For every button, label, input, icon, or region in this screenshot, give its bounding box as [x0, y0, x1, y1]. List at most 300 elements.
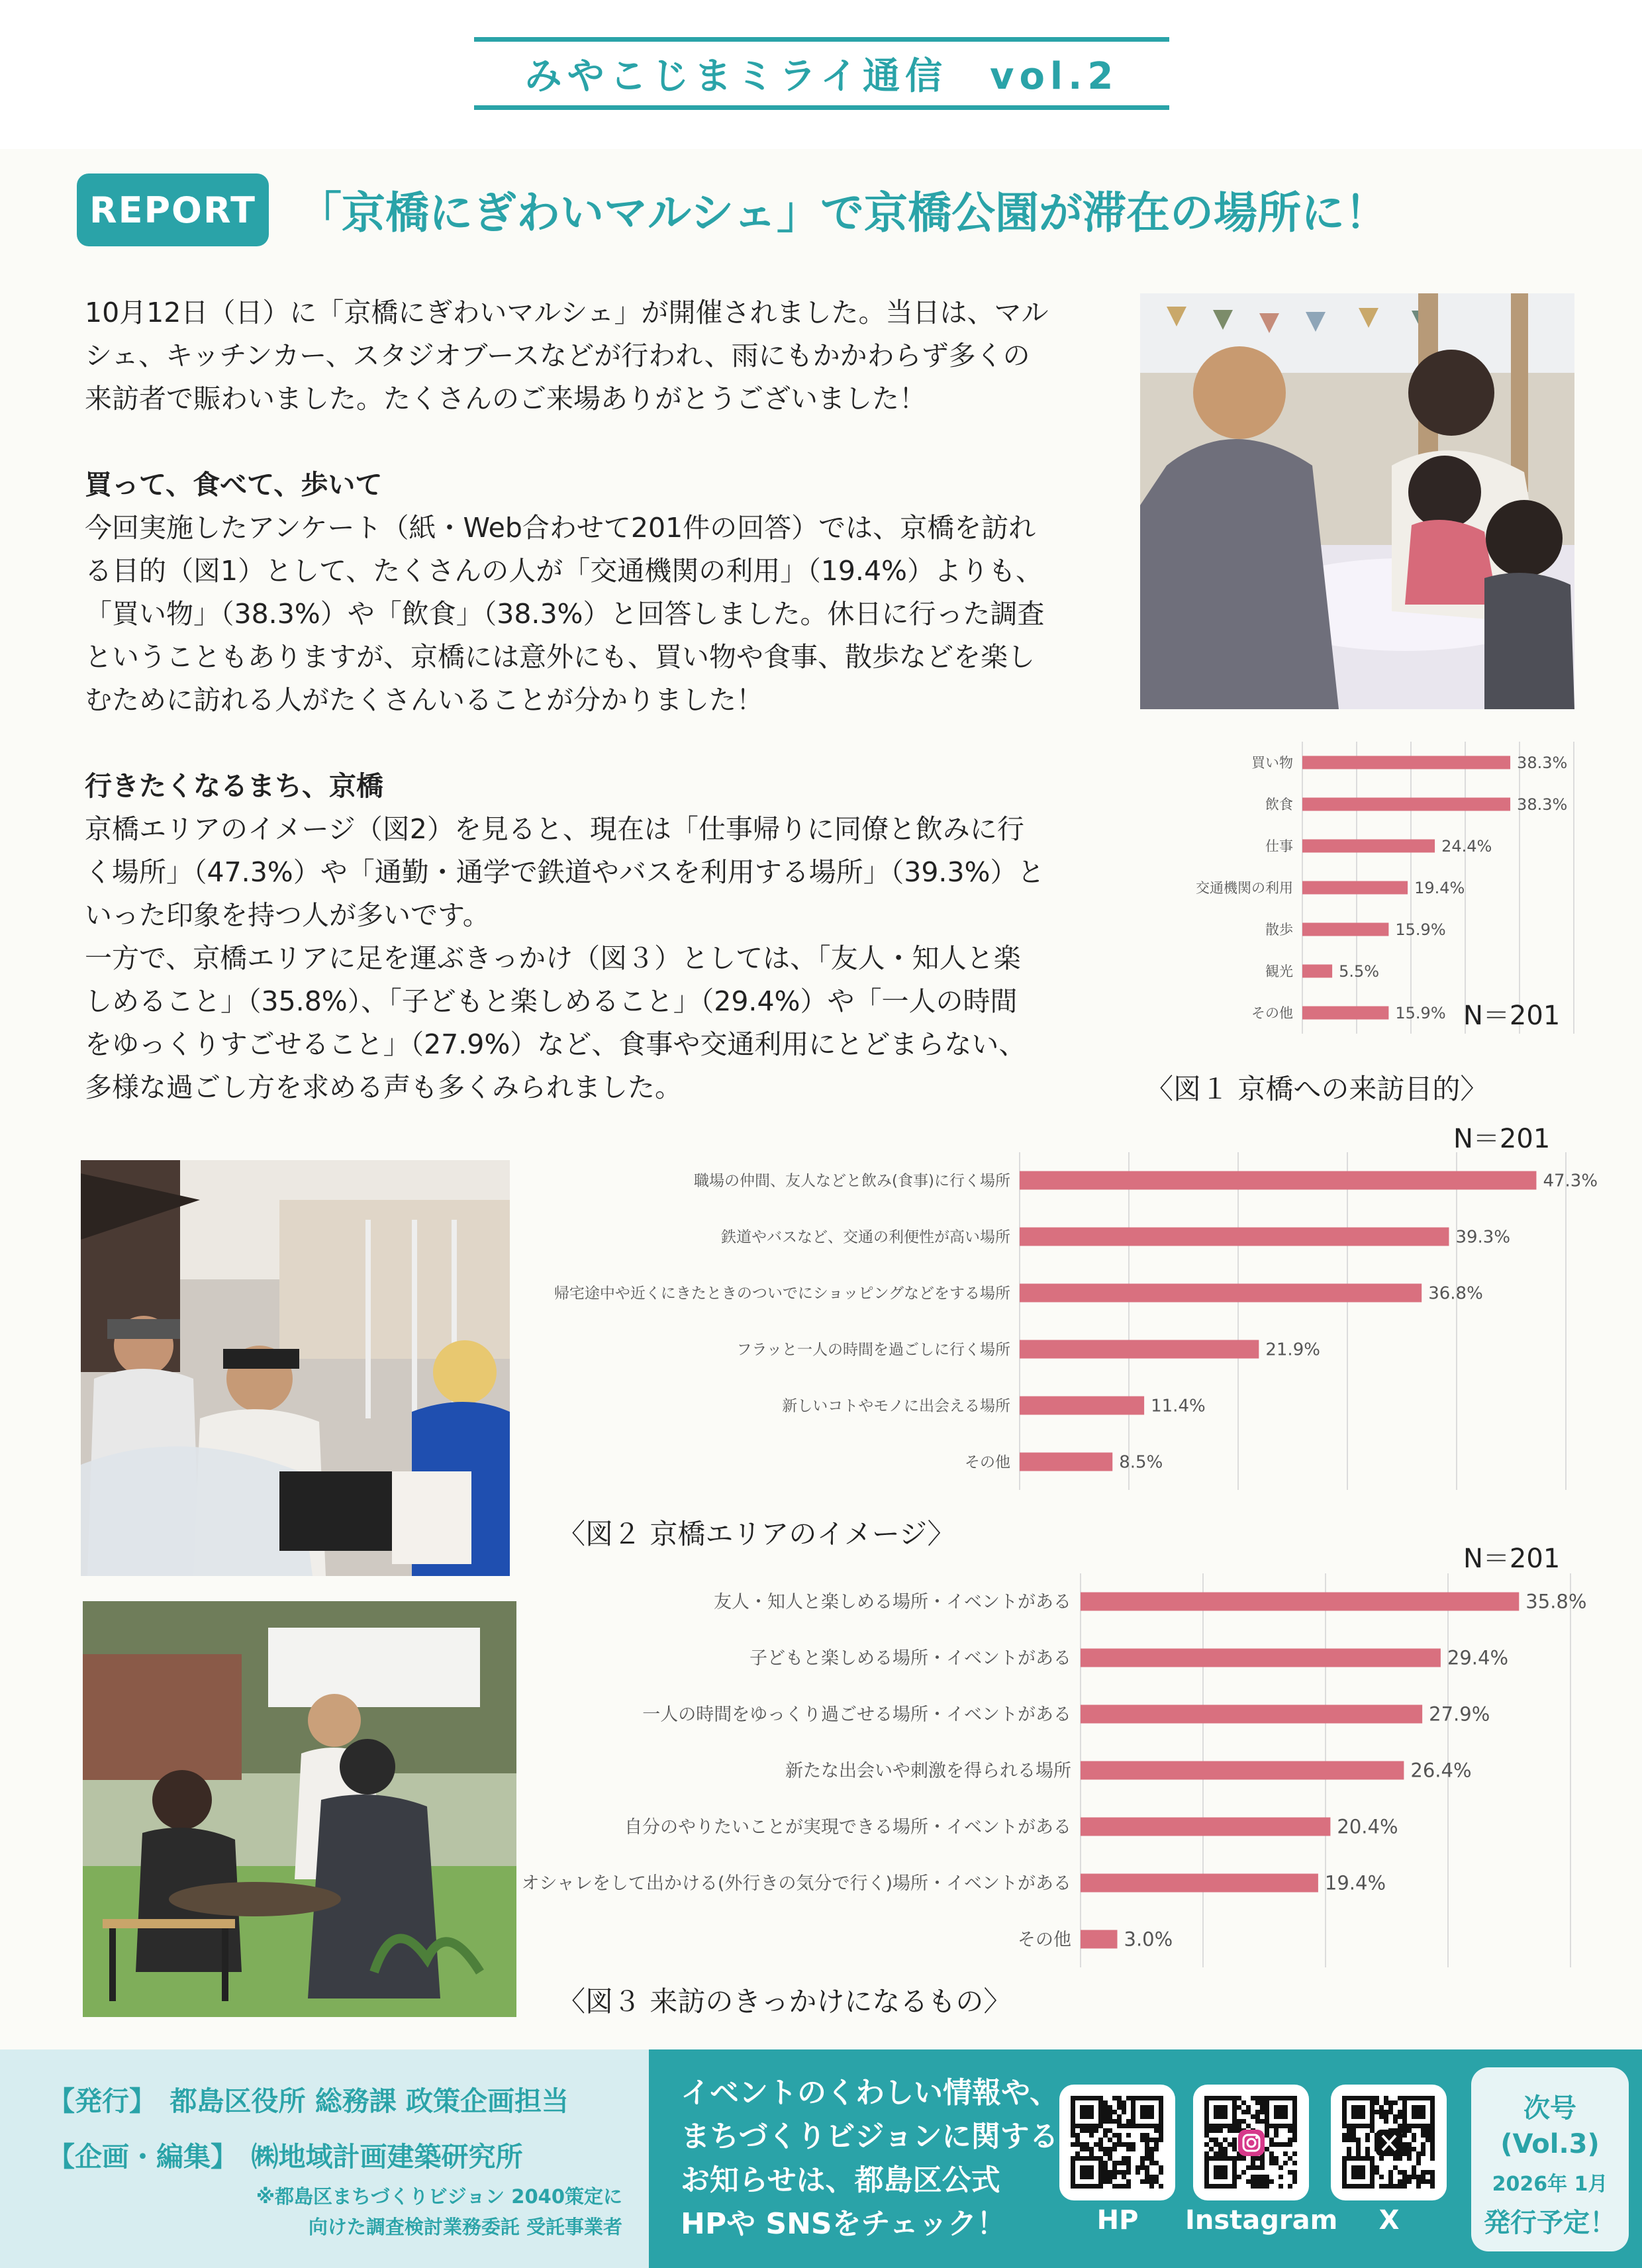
qr-module	[1218, 2147, 1223, 2151]
bar	[1081, 1593, 1519, 1611]
qr-module	[1214, 2142, 1218, 2147]
qr-module	[1292, 2128, 1297, 2133]
qr-module	[1204, 2151, 1209, 2156]
chart-3	[521, 1573, 1589, 1971]
qr-module	[1288, 2184, 1292, 2189]
qr-module	[1260, 2161, 1265, 2165]
qr-finder	[1080, 2105, 1094, 2119]
qr-module	[1223, 2147, 1228, 2151]
qr-module	[1384, 2119, 1388, 2124]
value-label: 11.4%	[1151, 1396, 1206, 1416]
qr-module	[1398, 2124, 1402, 2128]
qr-module	[1228, 2128, 1232, 2133]
category-label: 交通機関の利用	[1196, 879, 1293, 896]
chart-3-n: N＝201	[1463, 1544, 1561, 1574]
qr-module	[1379, 2175, 1384, 2179]
qr-module	[1292, 2151, 1297, 2156]
qr-module	[1421, 2128, 1425, 2133]
value-label: 21.9%	[1265, 1340, 1320, 1360]
category-label: オシャレをして出かける(外行きの気分で行く)場所・イベントがある	[521, 1873, 1071, 1894]
qr-module	[1430, 2179, 1435, 2184]
qr-module	[1402, 2151, 1407, 2156]
qr-module	[1407, 2179, 1412, 2184]
category-label: 自分のやりたいことが実現できる場所・イベントがある	[624, 1816, 1071, 1838]
qr-module	[1103, 2114, 1108, 2119]
qr-module	[1342, 2133, 1347, 2138]
qr-module	[1149, 2138, 1154, 2142]
qr-module	[1112, 2142, 1117, 2147]
qr-module	[1140, 2179, 1145, 2184]
qr-module	[1131, 2142, 1135, 2147]
qr-module	[1140, 2161, 1145, 2165]
value-label: 36.8%	[1428, 1283, 1483, 1304]
value-label: 15.9%	[1395, 920, 1446, 939]
qr-module	[1126, 2142, 1131, 2147]
qr-module	[1145, 2170, 1149, 2175]
qr-module	[1384, 2184, 1388, 2189]
qr-module	[1407, 2175, 1412, 2179]
qr-module	[1145, 2179, 1149, 2184]
qr-module	[1145, 2142, 1149, 2147]
qr-module	[1251, 2184, 1255, 2189]
qr-module	[1112, 2184, 1117, 2189]
intro-line: 10月12日（日）に「京橋にぎわいマルシェ」が開催されました。当日は、マル	[85, 297, 1049, 328]
qr-module	[1140, 2133, 1145, 2138]
qr-module	[1379, 2105, 1384, 2110]
category-label: 飲食	[1265, 796, 1293, 813]
qr-module	[1126, 2179, 1131, 2184]
qr-module	[1356, 2147, 1361, 2151]
qr-module	[1241, 2100, 1246, 2105]
qr-module	[1112, 2096, 1117, 2100]
qr-module	[1071, 2142, 1075, 2147]
bar	[1081, 1874, 1318, 1893]
qr-module	[1154, 2138, 1159, 2142]
qr-module	[1365, 2151, 1370, 2156]
bar	[1302, 923, 1388, 936]
qr-module	[1159, 2165, 1163, 2170]
qr-module	[1204, 2142, 1209, 2147]
qr-x[interactable]	[1331, 2085, 1447, 2200]
qr-finder	[1412, 2105, 1425, 2119]
qr-module	[1149, 2179, 1154, 2184]
qr-module	[1255, 2114, 1260, 2119]
qr-module	[1112, 2170, 1117, 2175]
qr-module	[1416, 2175, 1421, 2179]
value-label: 15.9%	[1395, 1003, 1446, 1022]
qr-module	[1260, 2165, 1265, 2170]
qr-module	[1379, 2156, 1384, 2161]
qr-module	[1269, 2161, 1274, 2165]
qr-module	[1241, 2156, 1246, 2161]
qr-module	[1265, 2133, 1269, 2138]
qr-finder	[1351, 2105, 1365, 2119]
qr-module	[1154, 2179, 1159, 2184]
qr-module	[1398, 2156, 1402, 2161]
qr-module	[1126, 2133, 1131, 2138]
qr-module	[1075, 2151, 1080, 2156]
next-issue-label: 次号	[1523, 2093, 1576, 2124]
qr-module	[1269, 2138, 1274, 2142]
qr-module	[1103, 2179, 1108, 2184]
qr-module	[1260, 2179, 1265, 2184]
qr-module	[1108, 2147, 1112, 2151]
qr-module	[1402, 2133, 1407, 2138]
qr-module	[1103, 2175, 1108, 2179]
qr-module	[1218, 2142, 1223, 2147]
qr-module	[1145, 2165, 1149, 2170]
qr-module	[1117, 2124, 1122, 2128]
qr-module	[1398, 2184, 1402, 2189]
qr-module	[1388, 2100, 1393, 2105]
chart-2	[530, 1152, 1598, 1497]
qr-module	[1108, 2156, 1112, 2161]
section2-line: く場所」（47.3%）や「通勤・通学で鉄道やバスを利用する場所」（39.3%）と	[85, 856, 1045, 888]
qr-module	[1388, 2184, 1393, 2189]
qr-module	[1388, 2170, 1393, 2175]
qr-module	[1237, 2124, 1241, 2128]
qr-module	[1402, 2179, 1407, 2184]
qr-module	[1398, 2110, 1402, 2114]
qr-module	[1255, 2156, 1260, 2161]
next-issue-box	[1471, 2067, 1629, 2251]
qr-module	[1407, 2147, 1412, 2151]
footer-note-line: ※都島区まちづくりビジョン 2040策定に	[256, 2185, 622, 2208]
qr-module	[1131, 2147, 1135, 2151]
qr-module	[1398, 2170, 1402, 2175]
qr-module	[1112, 2147, 1117, 2151]
section2-line: いった印象を持つ人が多いです。	[85, 899, 490, 931]
qr-module	[1159, 2184, 1163, 2189]
category-label: その他	[1018, 1929, 1071, 1950]
section1-title: 買って、食べて、歩いて	[85, 469, 383, 501]
section1-line: むために訪れる人がたくさんいることが分かりました！	[85, 684, 763, 716]
footer-editor: 【企画・編集】 ㈱地域計画建築研究所	[48, 2141, 523, 2173]
qr-module	[1421, 2142, 1425, 2147]
bar	[1302, 1007, 1388, 1020]
qr-module	[1204, 2128, 1209, 2133]
qr-module	[1149, 2147, 1154, 2151]
qr-module	[1228, 2142, 1232, 2147]
qr-x-label: X	[1378, 2205, 1400, 2236]
qr-module	[1430, 2151, 1435, 2156]
qr-module	[1122, 2170, 1126, 2175]
category-label: 新しいコトやモノに出会える場所	[782, 1397, 1010, 1415]
qr-module	[1122, 2100, 1126, 2105]
qr-module	[1145, 2133, 1149, 2138]
qr-module	[1260, 2105, 1265, 2110]
qr-module	[1356, 2151, 1361, 2156]
qr-module	[1255, 2184, 1260, 2189]
qr-finder	[1351, 2165, 1365, 2179]
qr-module	[1154, 2147, 1159, 2151]
qr-module	[1430, 2142, 1435, 2147]
qr-module	[1209, 2138, 1214, 2142]
bar	[1302, 965, 1332, 978]
qr-module	[1288, 2156, 1292, 2161]
qr-module	[1223, 2138, 1228, 2142]
report-badge: REPORT	[77, 173, 269, 246]
qr-module	[1237, 2096, 1241, 2100]
qr-module	[1365, 2138, 1370, 2142]
qr-module	[1347, 2133, 1351, 2138]
qr-module	[1412, 2138, 1416, 2142]
qr-module	[1112, 2165, 1117, 2170]
qr-module	[1246, 2179, 1251, 2184]
qr-module	[1265, 2175, 1269, 2179]
qr-module	[1085, 2128, 1089, 2133]
qr-module	[1388, 2179, 1393, 2184]
chart-2-n: N＝201	[1453, 1124, 1551, 1154]
intro-line: 来訪者で賑わいました。たくさんのご来場ありがとうございました！	[85, 383, 926, 415]
bar	[1020, 1397, 1144, 1415]
qr-module	[1430, 2133, 1435, 2138]
qr-module	[1085, 2142, 1089, 2147]
qr-module	[1108, 2175, 1112, 2179]
qr-module	[1260, 2110, 1265, 2114]
category-label: 鉄道やバスなど、交通の利便性が高い場所	[721, 1228, 1010, 1246]
footer-note	[199, 2181, 622, 2242]
qr-module	[1103, 2133, 1108, 2138]
qr-module	[1412, 2170, 1416, 2175]
qr-module	[1416, 2179, 1421, 2184]
section1-line: 今回実施したアンケート（紙・Web合わせて201件の回答）では、京橋を訪れ	[85, 512, 1036, 544]
category-label: 仕事	[1265, 838, 1293, 854]
qr-module	[1416, 2156, 1421, 2161]
qr-module	[1135, 2170, 1140, 2175]
bar	[1020, 1453, 1112, 1471]
qr-module	[1347, 2151, 1351, 2156]
chart-1-caption: 〈図１ 京橋への来訪目的〉	[1145, 1073, 1488, 1105]
qr-module	[1154, 2175, 1159, 2179]
qr-module	[1237, 2175, 1241, 2179]
qr-module	[1103, 2110, 1108, 2114]
qr-module	[1085, 2147, 1089, 2151]
qr-module	[1356, 2138, 1361, 2142]
qr-module	[1269, 2156, 1274, 2161]
value-label: 19.4%	[1324, 1871, 1386, 1895]
qr-module	[1421, 2175, 1425, 2179]
bar	[1020, 1284, 1422, 1303]
value-label: 20.4%	[1337, 1815, 1398, 1838]
footer-message-line: お知らせは、都島区公式	[681, 2163, 1000, 2197]
article-body	[85, 291, 1118, 1109]
bar	[1081, 1761, 1404, 1780]
qr-module	[1089, 2151, 1094, 2156]
qr-module	[1080, 2142, 1085, 2147]
qr-module	[1421, 2147, 1425, 2151]
next-issue-date: 2026年 1月	[1492, 2173, 1608, 2196]
qr-module	[1122, 2110, 1126, 2114]
qr-finder	[1214, 2165, 1228, 2179]
qr-module	[1108, 2170, 1112, 2175]
qr-module	[1089, 2147, 1094, 2151]
qr-module	[1108, 2128, 1112, 2133]
qr-module	[1149, 2161, 1154, 2165]
qr-module	[1398, 2096, 1402, 2100]
qr-module	[1402, 2147, 1407, 2151]
qr-module	[1279, 2184, 1283, 2189]
qr-module	[1375, 2165, 1379, 2170]
qr-module	[1421, 2151, 1425, 2156]
bar	[1020, 1228, 1449, 1246]
footer-message-line: まちづくりビジョンに関する	[681, 2120, 1059, 2153]
chart-2-caption: 〈図２ 京橋エリアのイメージ〉	[557, 1518, 955, 1550]
qr-module	[1407, 2142, 1412, 2147]
qr-module	[1214, 2138, 1218, 2142]
qr-module	[1260, 2119, 1265, 2124]
qr-module	[1094, 2128, 1098, 2133]
qr-module	[1117, 2184, 1122, 2189]
qr-module	[1430, 2128, 1435, 2133]
bar	[1302, 756, 1510, 769]
value-label: 47.3%	[1543, 1171, 1598, 1191]
qr-module	[1103, 2128, 1108, 2133]
footer-note-line: 向けた調査検討業務委託 受託事業者	[308, 2216, 622, 2238]
qr-module	[1255, 2096, 1260, 2100]
value-label: 29.4%	[1447, 1646, 1509, 1669]
qr-module	[1283, 2142, 1288, 2147]
category-label: その他	[1251, 1005, 1293, 1021]
qr-module	[1241, 2110, 1246, 2114]
qr-module	[1103, 2165, 1108, 2170]
qr-module	[1260, 2184, 1265, 2189]
qr-module	[1117, 2114, 1122, 2119]
qr-module	[1126, 2161, 1131, 2165]
qr-module	[1126, 2147, 1131, 2151]
qr-module	[1246, 2124, 1251, 2128]
qr-module	[1283, 2161, 1288, 2165]
qr-module	[1126, 2124, 1131, 2128]
qr-module	[1407, 2156, 1412, 2161]
qr-module	[1269, 2142, 1274, 2147]
qr-module	[1265, 2179, 1269, 2184]
qr-module	[1117, 2105, 1122, 2110]
qr-module	[1232, 2128, 1237, 2133]
qr-module	[1292, 2175, 1297, 2179]
qr-module	[1103, 2147, 1108, 2151]
category-label: フラッと一人の時間を過ごしに行く場所	[736, 1341, 1010, 1359]
qr-module	[1218, 2151, 1223, 2156]
footer-message-line: HPや SNSをチェック！	[681, 2207, 1006, 2241]
qr-module	[1279, 2165, 1283, 2170]
qr-module	[1425, 2138, 1430, 2142]
qr-module	[1425, 2133, 1430, 2138]
value-label: 19.4%	[1414, 878, 1465, 897]
qr-module	[1370, 2128, 1375, 2133]
qr-module	[1159, 2138, 1163, 2142]
qr-module	[1269, 2179, 1274, 2184]
qr-module	[1421, 2179, 1425, 2184]
qr-module	[1098, 2147, 1103, 2151]
qr-module	[1232, 2147, 1237, 2151]
qr-module	[1292, 2170, 1297, 2175]
qr-module	[1425, 2170, 1430, 2175]
qr-module	[1365, 2133, 1370, 2138]
qr-module	[1255, 2110, 1260, 2114]
qr-finder	[1080, 2165, 1094, 2179]
qr-module	[1126, 2165, 1131, 2170]
qr-module	[1398, 2114, 1402, 2119]
qr-module	[1347, 2147, 1351, 2151]
qr-module	[1265, 2147, 1269, 2151]
qr-module	[1425, 2128, 1430, 2133]
category-label: 子どもと楽しめる場所・イベントがある	[749, 1648, 1071, 1669]
category-label: 観光	[1265, 963, 1293, 979]
qr-module	[1260, 2100, 1265, 2105]
section2-title: 行きたくなるまち、京橋	[85, 770, 383, 802]
qr-module	[1135, 2165, 1140, 2170]
section1-line: 「買い物」（38.3%）や「飲食」（38.3%）と回答しました。休日に行った調査	[85, 598, 1045, 630]
qr-module	[1154, 2128, 1159, 2133]
qr-module	[1149, 2175, 1154, 2179]
qr-module	[1159, 2128, 1163, 2133]
qr-module	[1351, 2128, 1356, 2133]
qr-module	[1260, 2175, 1265, 2179]
qr-module	[1108, 2151, 1112, 2156]
qr-module	[1255, 2165, 1260, 2170]
qr-module	[1209, 2147, 1214, 2151]
bar	[1081, 1649, 1441, 1667]
qr-hp[interactable]	[1059, 2085, 1175, 2200]
instagram-icon	[1237, 2129, 1265, 2157]
qr-module	[1089, 2128, 1094, 2133]
bar	[1302, 881, 1408, 895]
qr-module	[1251, 2165, 1255, 2170]
qr-module	[1080, 2147, 1085, 2151]
value-label: 27.9%	[1429, 1702, 1490, 1726]
qr-module	[1398, 2179, 1402, 2184]
qr-module	[1112, 2119, 1117, 2124]
qr-module	[1246, 2105, 1251, 2110]
value-label: 35.8%	[1525, 1590, 1587, 1613]
footer-message	[681, 2071, 1059, 2246]
qr-module	[1214, 2128, 1218, 2133]
qr-module	[1412, 2165, 1416, 2170]
qr-module	[1292, 2161, 1297, 2165]
qr-module	[1274, 2133, 1279, 2138]
qr-module	[1204, 2133, 1209, 2138]
section2-line: 多様な過ごし方を求める声も多くみられました。	[85, 1071, 682, 1103]
qr-module	[1402, 2142, 1407, 2147]
qr-module	[1365, 2147, 1370, 2151]
qr-module	[1255, 2179, 1260, 2184]
qr-module	[1412, 2133, 1416, 2138]
qr-module	[1126, 2156, 1131, 2161]
qr-module	[1393, 2165, 1398, 2170]
qr-module	[1149, 2184, 1154, 2189]
section2-line: 一方で、京橋エリアに足を運ぶきっかけ（図３）としては、「友人・知人と楽	[85, 942, 1021, 974]
category-label: 一人の時間をゆっくり過ごせる場所・イベントがある	[642, 1704, 1071, 1725]
qr-module	[1126, 2170, 1131, 2175]
qr-module	[1103, 2100, 1108, 2105]
qr-module	[1251, 2114, 1255, 2119]
qr-module	[1342, 2138, 1347, 2142]
qr-module	[1393, 2184, 1398, 2189]
qr-module	[1393, 2114, 1398, 2119]
qr-module	[1103, 2105, 1108, 2110]
qr-module	[1283, 2151, 1288, 2156]
headline: 「京橋にぎわいマルシェ」で京橋公園が滞在の場所に！	[298, 187, 1389, 238]
qr-instagram[interactable]	[1193, 2085, 1309, 2200]
qr-module	[1071, 2128, 1075, 2133]
qr-module	[1388, 2110, 1393, 2114]
qr-module	[1379, 2114, 1384, 2119]
qr-module	[1384, 2114, 1388, 2119]
qr-module	[1274, 2128, 1279, 2133]
category-label: 散歩	[1265, 921, 1293, 938]
qr-module	[1274, 2156, 1279, 2161]
